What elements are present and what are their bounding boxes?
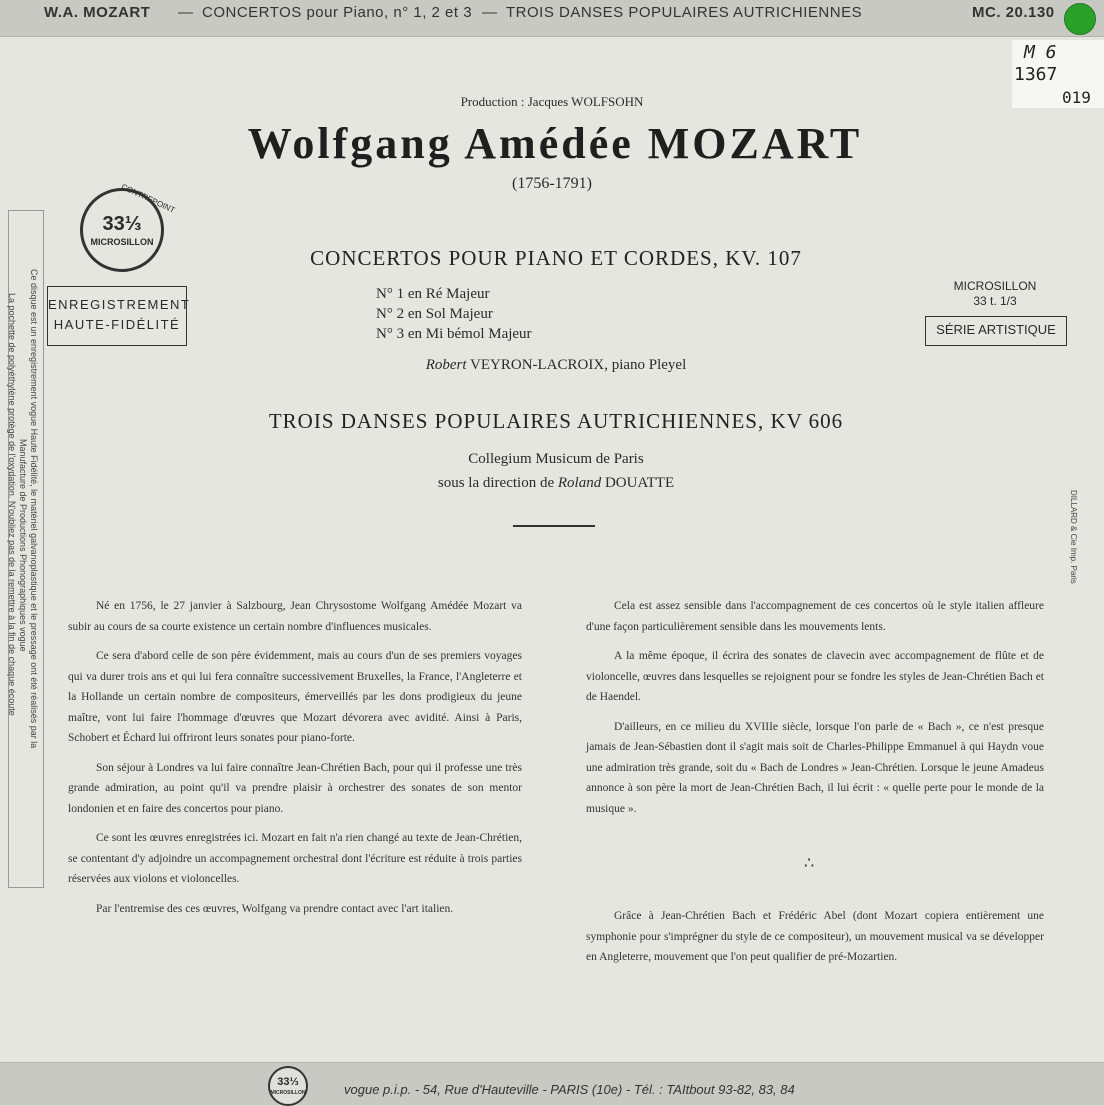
enregistrement-box: [47, 286, 191, 346]
top-dash-2: —: [482, 4, 498, 21]
paragraph-separator: ∴: [804, 855, 815, 872]
green-dot-sticker: [1064, 3, 1096, 35]
printer-credit: DILLARD & Cie Imp. Paris: [1069, 490, 1078, 584]
notes-paragraph: D'ailleurs, en ce milieu du XVIIIe siècle, lorsque l'on parle de « Bach », ce n'est presque jamais de Jean-Sébastien dont il s'agit mais soit de Charles-Philippe Emmanuel à qui Haydn voue une admiration très grande, soit du « Bach de Londres » Jean-Chrétien. Lorsque le jeune Amadeus annonce à son père la mort de Jean-Chrétien Bach, il lui écrit : « quelle perte pour le monde de la musique ».: [586, 720, 1044, 815]
conductor-first-name: Roland: [557, 475, 602, 491]
seal-speed: 33⅓: [102, 213, 142, 235]
side-info-strip: [8, 210, 44, 888]
top-dash: —: [178, 4, 194, 21]
microsillon-label: [925, 279, 1065, 309]
handwritten-line-1: M 6: [1024, 42, 1057, 63]
section-divider: [513, 525, 595, 527]
bottom-seal-label: MICROSILLON: [270, 1090, 306, 1096]
top-composer: W.A. MOZART: [44, 4, 151, 21]
handwritten-line-2: 1367: [1014, 64, 1058, 85]
seal-label: MICROSILLON: [90, 237, 154, 247]
soloist-credit: [0, 357, 1104, 374]
top-title-bar: [0, 0, 1104, 37]
notes-paragraph: A la même époque, il écrira des sonates de clavecin avec accompagnement de flûte et de violoncelle, œuvres dans lesquelles se rejoignent pour se fondre les styles de Jean-Chrétien Bach et de Haendel.: [586, 650, 1044, 703]
seal-top-text: CONTREPOINT: [119, 182, 177, 215]
soloist-rest: VEYRON-LACROIX, piano Pleyel: [470, 357, 687, 373]
serie-artistique-box: SÉRIE ARTISTIQUE: [925, 316, 1067, 346]
notes-paragraph: Son séjour à Londres va lui faire connaître Jean-Chrétien Bach, pour qui il professe une très grande admiration, au point qu'il va prendre plaisir à orchestrer des sonates de son mentor londonien et en faire des concertos pour piano.: [68, 761, 522, 815]
enregistrement-line-2: HAUTE-FIDÉLITÉ: [53, 317, 181, 332]
top-danses: TROIS DANSES POPULAIRES AUTRICHIENNES: [506, 4, 863, 21]
work-2-title: TROIS DANSES POPULAIRES AUTRICHIENNES, KV 606: [268, 409, 844, 433]
work-1-title: CONCERTOS POUR PIANO ET CORDES, KV. 107: [310, 246, 802, 270]
side-strip-line-1: Ce disque est un enregistrement vogue Haute Fidélité, le matériel galvanoplastique et le pressage ont été réalisés par la: [29, 269, 39, 749]
microsillon-line-2: 33 t. 1/3: [973, 294, 1017, 308]
production-credit: Production : Jacques WOLFSOHN: [460, 94, 644, 109]
conductor-credit: [0, 475, 1104, 492]
direction-prefix: sous la direction de: [437, 475, 555, 491]
composer-dates: (1756-1791): [512, 175, 592, 192]
notes-paragraph: Ce sont les œuvres enregistrées ici. Mozart en fait n'a rien changé au texte de Jean-Chrétien, se contentant d'y adjoindre un accompagnement orchestral dont l'écriture est réduite à trois parties réservées aux violons et violoncelles.: [68, 832, 522, 885]
soloist-first-name: Robert: [425, 357, 467, 373]
publisher-address: vogue p.i.p. - 54, Rue d'Hauteville - PARIS (10e) - Tél. : TAItbout 93-82, 83, 84: [344, 1082, 795, 1097]
bottom-seal-speed: 33⅓: [277, 1076, 299, 1088]
microsillon-line-1: MICROSILLON: [953, 279, 1037, 293]
notes-paragraph: Cela est assez sensible dans l'accompagnement de ces concertos où le style italien affleure d'une façon particulièrement sensible dans les mouvements lents.: [586, 600, 1044, 633]
notes-paragraph: Par l'entremise des ces œuvres, Wolfgang va prendre contact avec l'art italien.: [96, 902, 454, 915]
notes-paragraph: Né en 1756, le 27 janvier à Salzbourg, Jean Chrysostome Wolfgang Amédée Mozart va subir au cours de sa courte existence un certain nombre d'influences musicales.: [68, 600, 522, 633]
concerto-item-1: N° 1 en Ré Majeur: [376, 286, 490, 302]
side-strip-line-3: La pochette de polyéthylène protège de l'oxydation. N'oubliez pas de la remettre à la fin de chaque écoute: [7, 293, 17, 716]
enregistrement-line-1: ENREGISTREMENT: [48, 297, 191, 312]
concerto-item-3: N° 3 en Mi bémol Majeur: [376, 326, 532, 342]
notes-right-column: [586, 596, 1044, 828]
notes-paragraph: Ce sera d'abord celle de son père évidemment, mais au cours d'un de ses premiers voyages qui va durer trois ans et qui lui fera connaître successivement Bruxelles, la France, l'Angleterre et la Hollande un certain nombre de compositeurs, émerveillés par les dons prodigieux du jeune maître, vont lui faire l'hommage d'œuvres que Mozart dévorera avec avidité. Ainsi à Paris, Schobert et Échard lui offriront leurs sonates pour piano-forte.: [68, 650, 522, 744]
notes-left-column: [68, 596, 522, 928]
concerto-list: [376, 284, 532, 344]
notes-right-column-end: [586, 906, 1044, 977]
composer-name: Wolfgang Amédée MOZART: [247, 119, 863, 168]
ensemble-name: Collegium Musicum de Paris: [468, 451, 644, 467]
concerto-item-2: N° 2 en Sol Majeur: [376, 306, 493, 322]
bottom-seal: [268, 1066, 308, 1106]
conductor-last-name: DOUATTE: [604, 475, 675, 491]
side-strip-line-2: Manufacture de Productions Phonographiques vogue: [18, 439, 28, 652]
notes-paragraph: Grâce à Jean-Chrétien Bach et Frédéric Abel (dont Mozart copiera entièrement une symphonie pour s'imprégner du style de ce compositeur), un mouvement musical va se développer en Angleterre, mouvement que l'on peut qualifier de pré-Mozartien.: [586, 910, 1044, 963]
top-concertos: CONCERTOS pour Piano, n° 1, 2 et 3: [202, 4, 473, 21]
catalog-number: MC. 20.130: [972, 4, 1055, 21]
handwritten-line-3: 019: [1062, 88, 1091, 107]
